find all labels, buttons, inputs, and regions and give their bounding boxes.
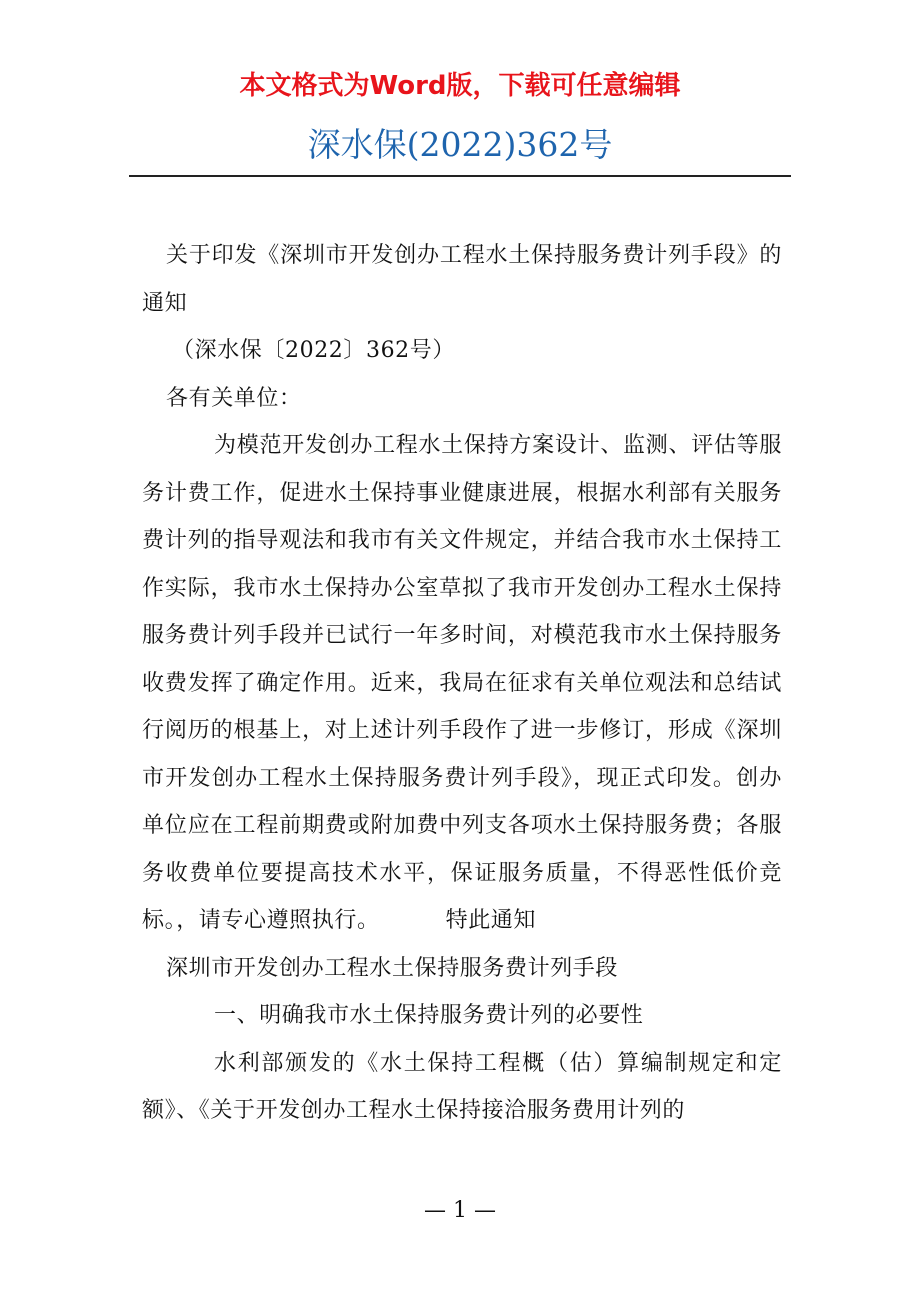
section-paragraph: 水利部颁发的《水土保持工程概（估）算编制规定和定额》、《关于开发创办工程水土保持接洽服务费用计列的 [142, 1050, 782, 1123]
section-heading: 一、明确我市水土保持服务费计列的必要性 [214, 1003, 644, 1028]
salutation: 各有关单位： [166, 385, 302, 411]
attachment-title: 深圳市开发创办工程水土保持服务费计列手段 [166, 955, 619, 981]
header-divider [129, 175, 791, 177]
document-number-header: 深水保(2022)362号 [307, 125, 613, 164]
document-number: （深水保〔2022〕362号） [172, 338, 455, 363]
body-paragraph [142, 422, 782, 945]
body-paragraph-text: 为模范开发创办工程水土保持方案设计、监测、评估等服务计费工作，促进水土保持事业健康进展，根据水利部有关服务费计列的指导观法和我市有关文件规定，并结合我市水土保持工作实际，我市水土保持办公室草拟了我市开发创办工程水土保持服务费计列手段并已试行一年多时间，对模范我市水土保持服务收费发挥了确定作用。近来，我局在征求有关单位观法和总结试行阅历的根基上，对上述计列手段作了进一步修订，形成《深圳市开发创办工程水土保持服务费计列手段》，现正式印发。创办单位应在工程前期费或附加费中列支各项水土保持服务费；各服务收费单位要提高技术水平，保证服务质量，不得恶性低价竞标。，请专心遵照执行。 [142, 433, 782, 933]
download-banner: 本文格式为Word版，下载可任意编辑 [239, 71, 681, 101]
document-body [142, 232, 782, 1135]
closing-remark: 特此通知 [445, 908, 537, 933]
notice-title: 关于印发《深圳市开发创办工程水土保持服务费计列手段》的通知 [142, 243, 782, 316]
page-number: — 1 — [424, 1198, 496, 1223]
